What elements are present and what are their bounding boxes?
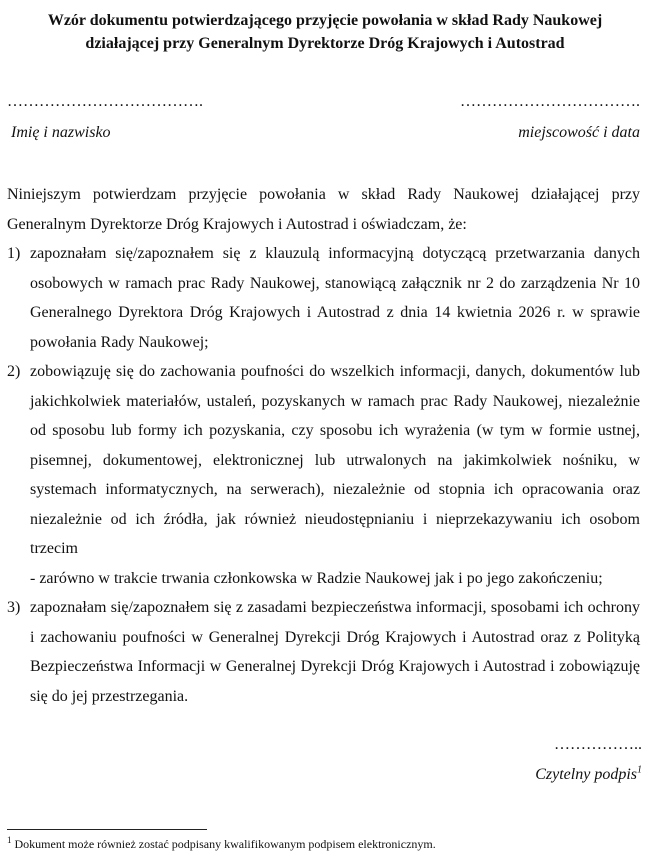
signature-label-text: Czytelny podpis [535,766,637,783]
declaration-item-3 [7,593,640,711]
title-line-1: Wzór dokumentu potwierdzającego przyjęcie powołania w skład Rady Naukowej [47,12,603,29]
declaration-item-1 [7,239,640,357]
name-dotted-line: ………………………………. [7,93,203,110]
declaration-intro: Niniejszym potwierdzam przyjęcie powołania w skład Rady Naukowej działającej przy Generalnym Dyrektorze Dróg Krajowych i Autostrad i oświadczam, że: [7,186,640,233]
signature-dotted-line: …………….. [554,736,642,753]
declaration-body [7,180,640,711]
place-date-dotted-line: ……………………………. [460,93,640,110]
declaration-list [7,239,640,711]
footnote [7,836,436,852]
header-fields [7,93,640,143]
item-text: zapoznałam się/zapoznałem się z zasadami bezpieczeństwa informacji, sposobami ich ochrony i zachowaniu poufności w Generalnej Dyrekcji Dróg Krajowych i Autostrad oraz z Polityką Bezpieczeństwa Informacji w Generalnej Dyrekcji Dróg Krajowych i Autostrad i zobowiązuję się do jej przestrzegania. [30,599,640,705]
item-number: 3) [7,599,21,616]
signature-label [535,765,642,785]
title-line-2: działającej przy Generalnym Dyrektorze Dróg Krajowych i Autostrad [85,35,565,52]
place-date-field-label: miejscowość i data [518,124,640,141]
footnote-text: Dokument może również zostać podpisany kwalifikowanym podpisem elektronicznym. [11,837,436,851]
signature-block [535,735,642,785]
footnote-marker: 1 [7,835,12,845]
item-text: zapoznałam się/zapoznałem się z klauzulą informacyjną dotyczącą przetwarzania danych osobowych w ramach prac Rady Naukowej, stanowiącą załącznik nr 2 do zarządzenia Nr 10 Generalnego Dyrektora Dróg Krajowych i Autostrad z dnia 14 kwietnia 2026 r. w sprawie powołania Rady Naukowej; [30,245,640,351]
name-field-label: Imię i nazwisko [11,124,111,141]
footnote-reference: 1 [637,764,642,776]
footnote-divider [7,829,207,830]
document-title [7,0,643,55]
item-number: 1) [7,245,21,262]
place-date-field-block [460,93,640,143]
name-field-block [7,93,203,143]
item-text: zobowiązuję się do zachowania poufności do wszelkich informacji, danych, dokumentów lub jakichkolwiek materiałów, ustaleń, pozyskanych w ramach prac Rady Naukowej, niezależnie od sposobu lub formy ich pozyskania, czy sposobu ich wyrażenia (w tym w formie ustnej, pisemnej, dokumentowej, elektronicznej lub utrwalonych na jakimkolwiek nośniku, w systemach informatycznych, na serwerach), niezależnie od stopnia ich opracowania oraz niezależnie od ich źródła, jak również nieudostępnianiu i nieprzekazywaniu ich osobom trzecim [30,363,640,557]
declaration-item-2 [7,357,640,593]
item-number: 2) [7,363,21,380]
item-continuation: - zarówno w trakcie trwania członkowska w Radzie Naukowej jak i po jego zakończeniu; [30,569,603,587]
